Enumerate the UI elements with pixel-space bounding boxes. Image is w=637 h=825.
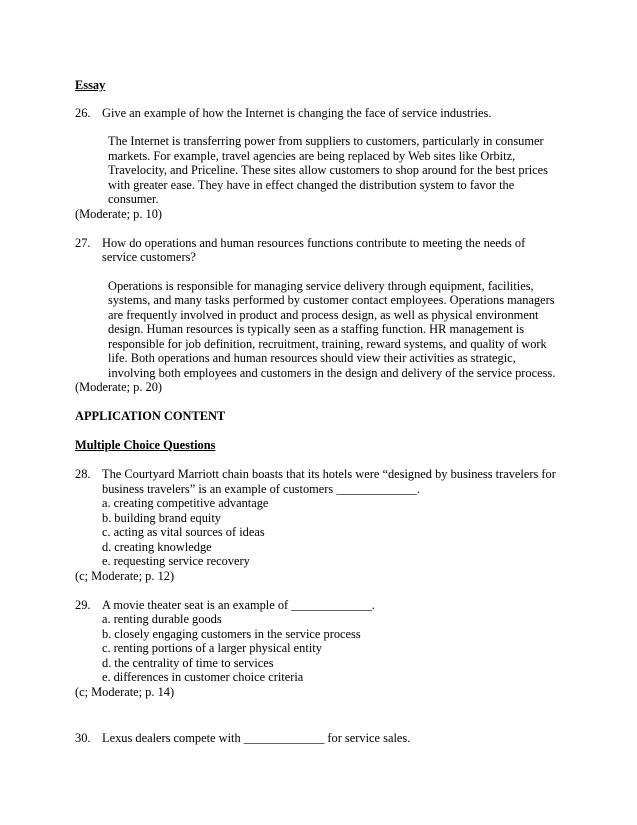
question-28-number: 28. — [75, 467, 91, 481]
option-text: renting durable goods — [113, 612, 222, 626]
option-text: creating competitive advantage — [113, 496, 269, 510]
option-letter: c. — [102, 641, 111, 655]
option-letter: b. — [102, 626, 112, 641]
option-letter: d. — [102, 655, 112, 670]
option-text: requesting service recovery — [113, 554, 250, 568]
question-26-answer: The Internet is transferring power from suppliers to customers, particularly in consumer markets. For example, travel agencies are being replaced by Web sites like Orbitz, Travelocity, and Priceline. These sites allow customers to shop around for the best prices with greater ease. They have in effect changed the distribution system to favor the consumer. — [108, 134, 548, 206]
option-letter: a. — [102, 612, 111, 626]
question-28 — [75, 467, 563, 569]
question-28-option-c — [102, 525, 563, 540]
question-27 — [75, 236, 563, 265]
question-29-option-b — [102, 627, 563, 642]
question-27-key: (Moderate; p. 20) — [75, 380, 163, 394]
question-27-number: 27. — [75, 235, 91, 250]
question-26-number: 26. — [75, 105, 91, 120]
option-text: building brand equity — [114, 510, 221, 525]
question-29 — [75, 598, 563, 685]
question-29-option-d — [102, 656, 563, 671]
question-27-answer: Operations is responsible for managing service delivery through equipment, facilities, systems, and many tasks performed by customer contact employees. Operations managers are frequently involved in product and process design, as well as physical environment design. Human resources is typically seen as a staffing function. HR management is responsible for job definition, recruitment, training, reward systems, and quality of work life. Both operations and human resources should view their activities as strategic, involving both employees and customers in the design and delivery of the service process. — [108, 278, 556, 380]
option-text: differences in customer choice criteria — [113, 670, 304, 684]
option-letter: e. — [102, 554, 111, 568]
option-text: renting portions of a larger physical entity — [113, 641, 322, 655]
question-30-number: 30. — [75, 731, 91, 745]
question-29-option-e — [102, 670, 563, 685]
question-29-option-c — [102, 641, 563, 656]
section-heading-application-content: APPLICATION CONTENT — [75, 409, 226, 423]
option-text: creating knowledge — [114, 539, 212, 554]
question-29-text: A movie theater seat is an example of _____________. — [102, 597, 375, 612]
question-28-option-b — [102, 511, 563, 526]
option-letter: b. — [102, 510, 112, 525]
question-26 — [75, 106, 563, 121]
question-30 — [75, 731, 563, 746]
question-29-option-a — [102, 612, 563, 627]
question-28-option-a — [102, 496, 563, 511]
question-27-text: How do operations and human resources functions contribute to meeting the needs of service customers? — [102, 235, 526, 264]
option-letter: e. — [102, 670, 111, 684]
option-letter: d. — [102, 539, 112, 554]
question-28-option-e — [102, 554, 563, 569]
question-26-text: Give an example of how the Internet is changing the face of service industries. — [102, 105, 492, 120]
option-text: acting as vital sources of ideas — [113, 525, 265, 539]
question-28-text: The Courtyard Marriott chain boasts that its hotels were “designed by business travelers for business travelers” is an example of customers _____________. — [102, 467, 556, 496]
question-26-key: (Moderate; p. 10) — [75, 206, 163, 221]
subsection-heading-multiple-choice: Multiple Choice Questions — [75, 438, 216, 452]
option-letter: a. — [102, 496, 111, 510]
option-text: closely engaging customers in the service process — [114, 626, 361, 641]
section-heading-essay: Essay — [75, 78, 106, 92]
question-30-text: Lexus dealers compete with _____________ for service sales. — [102, 731, 411, 745]
option-letter: c. — [102, 525, 111, 539]
question-29-key: (c; Moderate; p. 14) — [75, 684, 175, 699]
option-text: the centrality of time to services — [114, 655, 274, 670]
question-28-option-d — [102, 540, 563, 555]
question-29-number: 29. — [75, 597, 91, 612]
question-28-key: (c; Moderate; p. 12) — [75, 568, 175, 583]
